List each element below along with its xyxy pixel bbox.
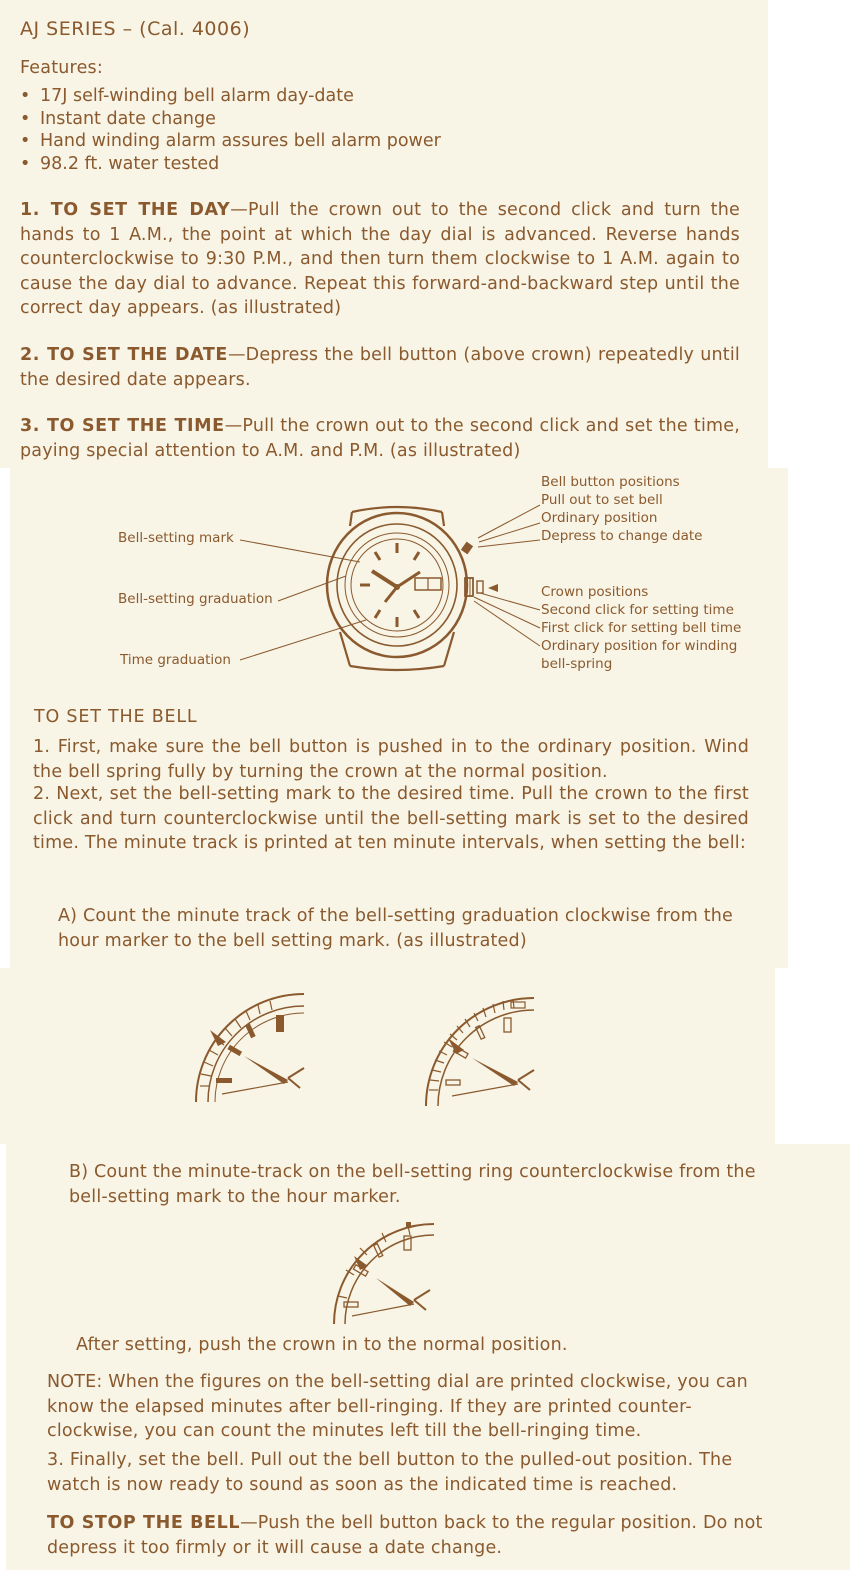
- list-item: • 98.2 ft. water tested: [20, 153, 720, 176]
- label-crown-heading: Crown positions: [541, 584, 649, 600]
- step-set-date: [20, 343, 740, 392]
- bell-setting-hand: [372, 571, 397, 587]
- paper-panel-dials: [0, 968, 775, 1144]
- label-bell-depress: Depress to change date: [541, 528, 703, 544]
- label-bell-setting-graduation: Bell-setting graduation: [118, 591, 273, 607]
- label-bell-button-heading: Bell button positions: [541, 474, 680, 490]
- bell-button: [461, 542, 473, 555]
- step-set-time: [20, 414, 740, 463]
- step-set-day: [20, 198, 740, 321]
- label-bell-pull-out: Pull out to set bell: [541, 492, 663, 508]
- bell-step-1: 1. First, make sure the bell button is pushed in to the ordinary position. Wind the bell spring fully by turning the crown at the normal position.: [33, 737, 749, 782]
- list-item: • Hand winding alarm assures bell alarm power: [20, 130, 720, 153]
- features-list: [20, 85, 720, 175]
- list-item: • Instant date change: [20, 108, 720, 131]
- step-heading: 1. TO SET THE DAY: [20, 200, 231, 220]
- hour-markers: [360, 543, 419, 627]
- bell-method-b: B) Count the minute-track on the bell-setting ring counterclockwise from the bell-setting mark to the hour marker.: [69, 1162, 756, 1207]
- label-time-graduation: Time graduation: [120, 652, 231, 668]
- step-text: —Pull the crown out to the second click and turn the hands to 1 A.M., the point at which the day dial is advanced. Reverse hands counterclockwise to 9:30 P.M., and then turn them clockwise to 1 A.M. again to cause the day dial to advance. Repeat this forward-and-backward step until the correct day appears. (as illustrated): [20, 200, 741, 318]
- label-crown-bell-spring: bell-spring: [541, 656, 613, 672]
- stop-bell-text: —Push the bell button back to the regular position. Do not depress it too firmly or it will cause a date change.: [47, 1513, 763, 1558]
- label-bell-ordinary: Ordinary position: [541, 510, 658, 526]
- bell-heading: TO SET THE BELL: [34, 707, 198, 727]
- step-text: —Pull the crown out to the second click and set the time, paying special attention to A.M. and P.M. (as illustrated): [20, 416, 740, 461]
- bell-method-a: A) Count the minute track of the bell-setting graduation clockwise from the hour marker to the bell setting mark. (as illustrated): [58, 906, 734, 951]
- after-setting-text: After setting, push the crown in to the normal position.: [76, 1335, 568, 1355]
- list-item: • 17J self-winding bell alarm day-date: [20, 85, 720, 108]
- step-heading: 3. TO SET THE TIME: [20, 416, 225, 436]
- label-bell-setting-mark: Bell-setting mark: [118, 530, 234, 546]
- minute-hand: [397, 572, 420, 587]
- bell-step-2: 2. Next, set the bell-setting mark to the desired time. Pull the crown to the first click and turn counterclockwise until the bell-setting mark is set to the desired time. The minute track is printed at ten minute intervals, when setting the bell:: [33, 784, 749, 853]
- page-title: AJ SERIES – (Cal. 4006): [20, 18, 251, 40]
- dial-illustration-ring: [326, 1218, 446, 1328]
- dial-illustration-counterclockwise: [418, 990, 558, 1110]
- label-crown-ordinary: Ordinary position for winding: [541, 638, 738, 654]
- step-heading: 2. TO SET THE DATE: [20, 345, 228, 365]
- bell-step-3: 3. Finally, set the bell. Pull out the bell button to the pulled-out position. The watch is now ready to sound as soon as the indicated time is reached.: [47, 1450, 733, 1495]
- note-text: NOTE: When the figures on the bell-setting dial are printed clockwise, you can know the elapsed minutes after bell-ringing. If they are printed counter-clockwise, you can count the minutes left till the bell-ringing time.: [47, 1372, 748, 1441]
- dial-illustration-clockwise: [188, 990, 328, 1110]
- label-crown-second-click: Second click for setting time: [541, 602, 734, 618]
- features-heading: Features:: [20, 58, 103, 78]
- stop-bell: [47, 1511, 765, 1560]
- label-crown-first-click: First click for setting bell time: [541, 620, 742, 636]
- stop-bell-heading: TO STOP THE BELL: [47, 1513, 241, 1533]
- step-text: —Depress the bell button (above crown) repeatedly until the desired date appears.: [20, 345, 740, 390]
